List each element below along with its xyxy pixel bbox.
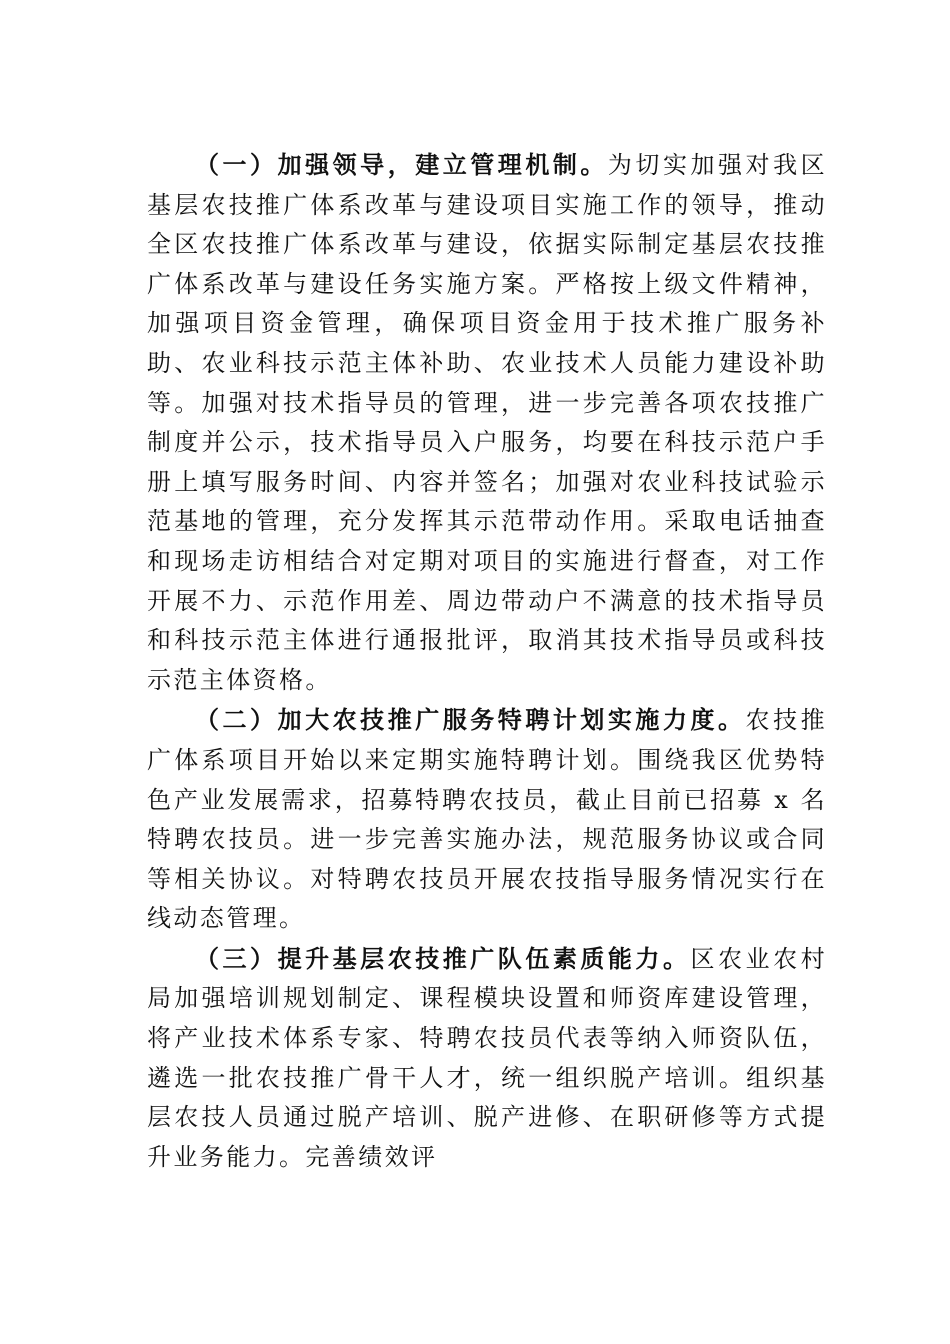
paragraph-team-capability bbox=[147, 939, 827, 1178]
paragraph-text: 为切实加强对我区基层农技推广体系改革与建设项目实施工作的领导，推动全区农技推广体系改革与建设，依据实际制定基层农技推广体系改革与建设任务实施方案。严格按上级文件精神，加强项目资金管理，确保项目资金用于技术推广服务补助、农业科技示范主体补助、农业技术人员能力建设补助等。加强对技术指导员的管理，进一步完善各项农技推广制度并公示，技术指导员入户服务，均要在科技示范户手册上填写服务时间、内容并签名；加强对农业科技试验示范基地的管理，充分发挥其示范带动作用。采取电话抽查和现场走访相结合对定期对项目的实施进行督查，对工作开展不力、示范作用差、周边带动户不满意的技术指导员和科技示范主体进行通报批评，取消其技术指导员或科技示范主体资格。 bbox=[147, 151, 827, 694]
paragraph-heading: （一）加强领导，建立管理机制。 bbox=[195, 150, 608, 179]
paragraph-special-recruitment bbox=[147, 700, 827, 939]
paragraph-heading: （三）提升基层农技推广队伍素质能力。 bbox=[195, 943, 691, 973]
paragraph-leadership-mechanism bbox=[147, 145, 827, 700]
document-body bbox=[147, 145, 827, 1177]
paragraph-text: 区农业农村局加强培训规划制定、课程模块设置和师资库建设管理，将产业技术体系专家、特聘农技员代表等纳入师资队伍，遴选一批农技推广骨干人才，统一组织脱产培训。组织基层农技人员通过脱产培训、脱产进修、在职研修等方式提升业务能力。完善绩效评 bbox=[147, 944, 828, 1171]
paragraph-text: 农技推广体系项目开始以来定期实施特聘计划。围绕我区优势特色产业发展需求，招募特聘农技员，截止目前已招募 x 名特聘农技员。进一步完善实施办法，规范服务协议或合同等相关协议。对特聘农技员开展农技指导服务情况实行在线动态管理。 bbox=[147, 706, 828, 933]
paragraph-heading: （二）加大农技推广服务特聘计划实施力度。 bbox=[195, 705, 746, 735]
